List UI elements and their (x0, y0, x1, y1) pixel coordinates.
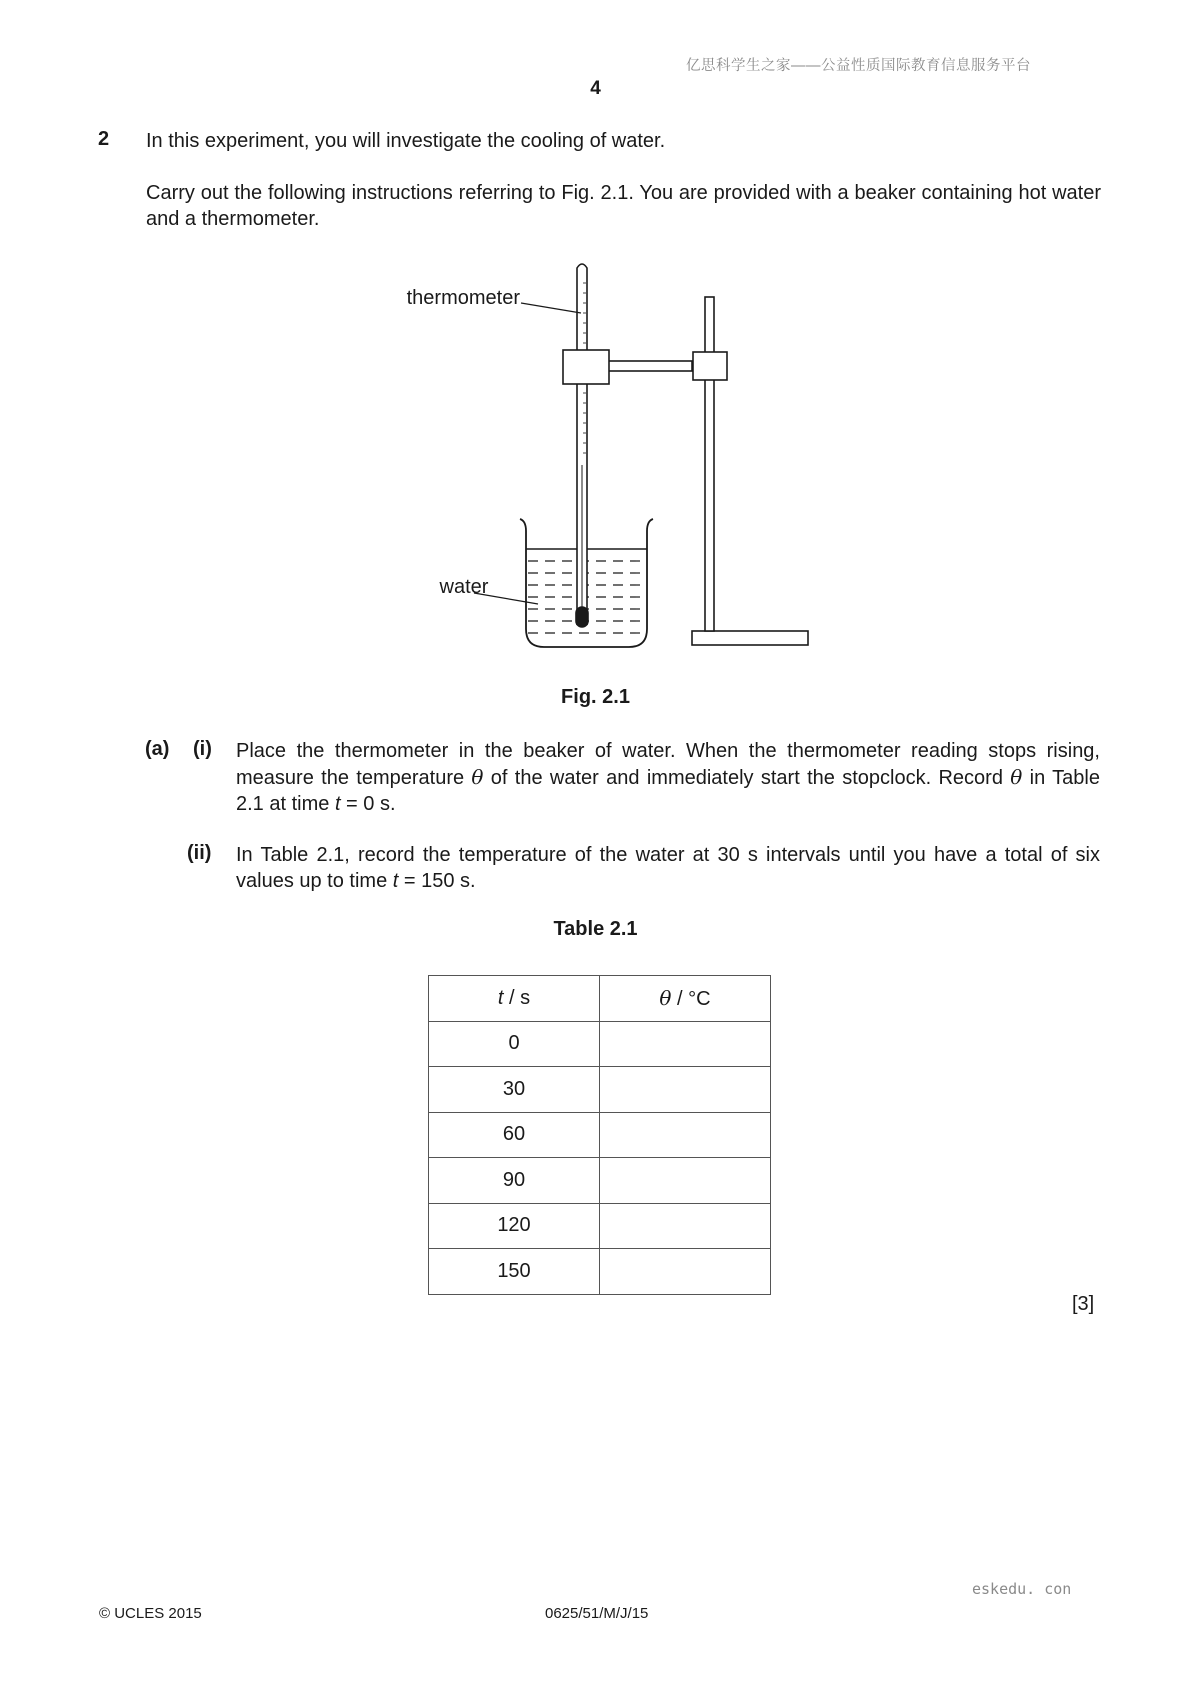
footer-paper-code: 0625/51/M/J/15 (545, 1605, 649, 1622)
header-watermark: 亿思科学生之家——公益性质国际教育信息服务平台 (686, 58, 1031, 74)
table-header-row (429, 976, 771, 1022)
time-header: t / s (429, 976, 600, 1022)
table-row (429, 1021, 771, 1067)
temperature-input-cell[interactable] (600, 1021, 771, 1067)
part-ii-text: In Table 2.1, record the temperature of the water at 30 s intervals until you have a total of six values up to time t = 150 s. (236, 844, 1100, 892)
thermometer-clamp (563, 350, 609, 384)
stand-rod (705, 297, 714, 631)
thermometer-leader (521, 303, 581, 313)
clamp-arm (608, 361, 692, 371)
part-a-label: (a) (145, 738, 170, 760)
table-caption: Table 2.1 (553, 918, 638, 940)
results-table (428, 975, 771, 1295)
footer-watermark: eskedu. con (972, 1580, 1072, 1598)
thermometer-label: thermometer (406, 287, 520, 309)
apparatus-diagram (380, 255, 820, 660)
time-cell: 150 (429, 1249, 600, 1295)
part-i-text: Place the thermometer in the beaker of water. When the thermometer reading stops rising, measure the temperature θ of the water and immediately start the stopclock. Record θ in Table 2.1 at time t = 0 s. (236, 740, 1100, 815)
table-row (429, 1067, 771, 1113)
table-row (429, 1249, 771, 1295)
thermometer-bulb (576, 607, 588, 627)
temperature-input-cell[interactable] (600, 1249, 771, 1295)
temperature-input-cell[interactable] (600, 1158, 771, 1204)
part-ii-label: (ii) (187, 842, 212, 864)
page-number: 4 (590, 78, 601, 99)
temperature-input-cell[interactable] (600, 1203, 771, 1249)
time-cell: 120 (429, 1203, 600, 1249)
clamp-boss (693, 352, 727, 380)
temperature-header: θ / °C (600, 976, 771, 1022)
water-label: water (439, 576, 489, 598)
time-cell: 90 (429, 1158, 600, 1204)
stand-base (692, 631, 808, 645)
temperature-input-cell[interactable] (600, 1067, 771, 1113)
figure-caption: Fig. 2.1 (561, 686, 630, 708)
time-cell: 0 (429, 1021, 600, 1067)
question-intro: In this experiment, you will investigate the cooling of water. (146, 130, 666, 152)
marks-allocation: [3] (1072, 1293, 1095, 1315)
table-row (429, 1158, 771, 1204)
time-cell: 60 (429, 1112, 600, 1158)
time-cell: 30 (429, 1067, 600, 1113)
footer-copyright: © UCLES 2015 (99, 1605, 202, 1622)
question-instructions: Carry out the following instructions referring to Fig. 2.1. You are provided with a beaker containing hot water and a thermometer. (146, 182, 1101, 230)
temperature-input-cell[interactable] (600, 1112, 771, 1158)
table-row (429, 1112, 771, 1158)
table-row (429, 1203, 771, 1249)
part-i-label: (i) (193, 738, 212, 760)
question-number: 2 (98, 128, 110, 150)
